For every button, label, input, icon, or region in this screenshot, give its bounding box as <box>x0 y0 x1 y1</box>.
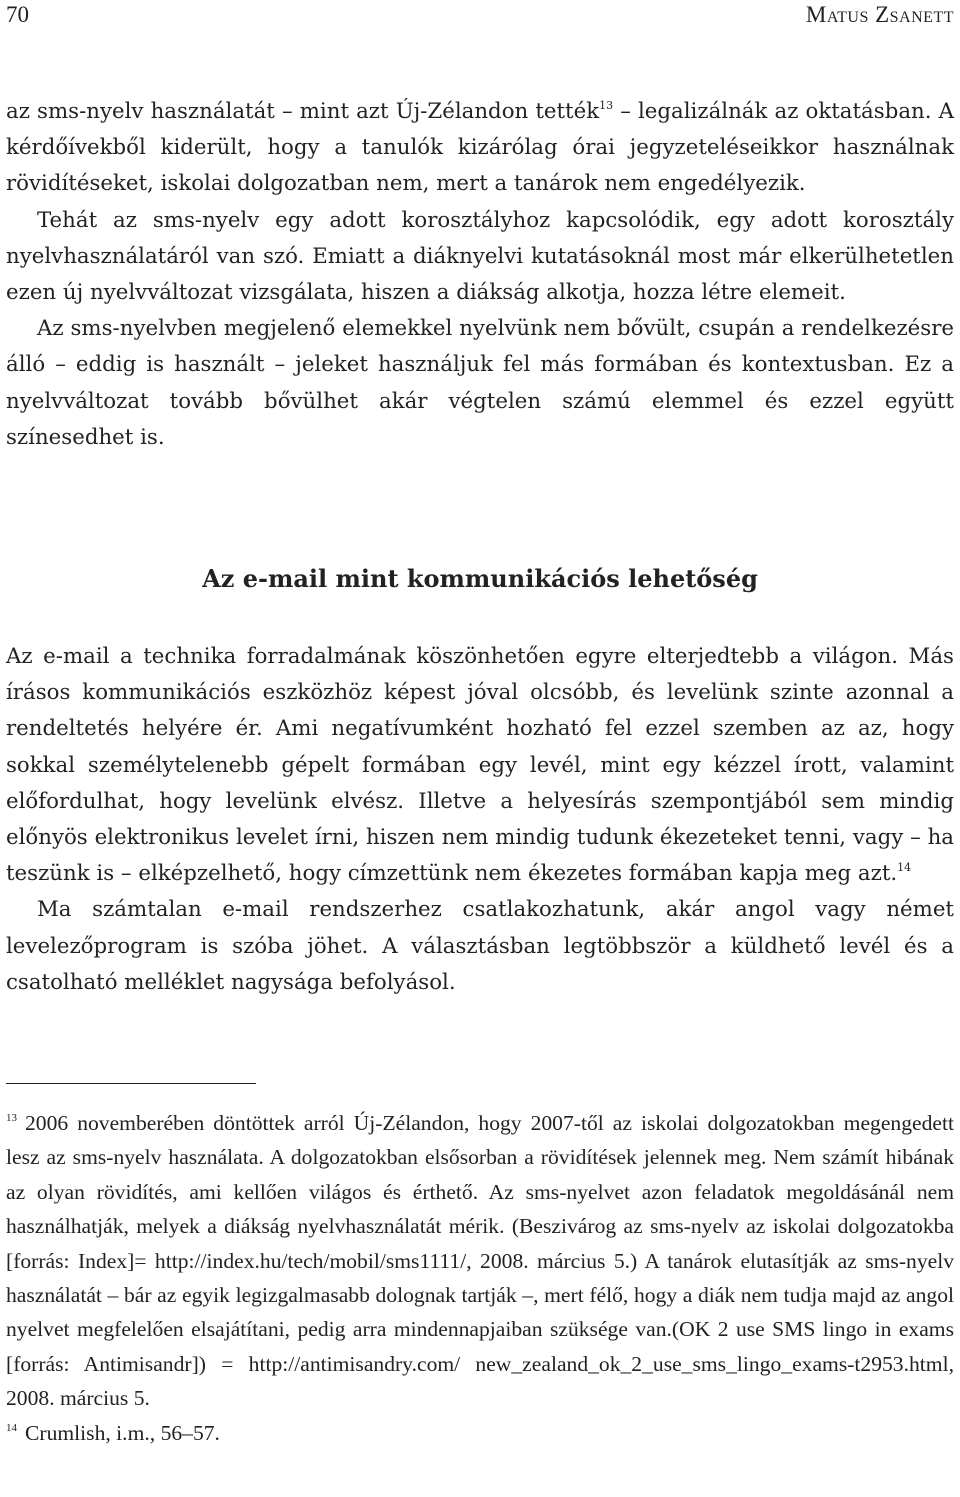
paragraph: Ma számtalan e-mail rendszerhez csatlakozhatunk, akár angol vagy német levelezőprogram is szóba jöhet. A választásban legtöbbször a küldhető levél és a csatolható melléklet nagysága befolyásol. <box>6 897 954 995</box>
page-header <box>0 0 960 40</box>
footnote-text: Crumlish, i.m., 56–57. <box>25 1420 220 1445</box>
footnote-text: 2006 novemberében döntöttek arról Új-Zélandon, hogy 2007-től az iskolai dolgozatokban megengedett lesz az sms-nyelv használata. A dolgozatokban elsősorban a rövidítések jelennek meg. Nem számít hibának az olyan rövidítés, ami kellően világos és érthető. Az sms-nyelvet azon feladatok megoldásánál nem használhatják, melyek a diákság nyelvhasználatát mérik. (Beszivárog az sms-nyelv az iskolai dolgozatokba [forrás: Index]= http://index.hu/tech/mobil/sms1111/, 2008. március 5.) A tanárok elutasítják az sms-nyelv használatát – bár az egyik legizgalmasabb dolognak tartják –, mert félő, hogy a diák nem tudja majd az angol nyelvet megfelelően elsajátítani, pedig arra mindennapjaiban szüksége van.(OK 2 use SMS lingo in exams [forrás: Antimisandr]) = http://antimisandry.com/ new_zealand_ok_2_use_sms_lingo_exams-t2953.html, 2008. március 5. <box>6 1111 954 1411</box>
paragraph-text: Az e-mail a technika forradalmának köszönhetően egyre elterjedtebb a világon. Más írásos kommunikációs eszközhöz képest jóval olcsóbb, és levelünk szinte azonnal a rendeltetés helyére ér. Ami negatívumként hozható fel ezzel szemben az az, hogy sokkal személytelenebb gépelt formában egy levél, mint egy kézzel írott, valamint előfordulhat, hogy levelünk elvész. Illetve a helyesírás szempontjából sem mindig előnyös elektronikus levelet írni, hiszen nem mindig tudunk ékezeteket tenni, vagy – ha teszünk is – elképzelhető, hogy címzettünk nem ékezetes formában kapja meg azt. <box>6 644 954 887</box>
footnote <box>6 1416 954 1450</box>
footnote-reference: 13 <box>599 99 614 112</box>
footnote <box>6 1106 954 1416</box>
body-text <box>6 94 954 456</box>
paragraph-text: az sms-nyelv használatát – mint azt Új-Zélandon tették <box>6 99 600 124</box>
footnote-number: 13 <box>6 1112 17 1124</box>
footnote-number: 14 <box>6 1421 17 1434</box>
section-heading: Az e-mail mint kommunikációs lehetőség <box>202 564 758 593</box>
paragraph: Az sms-nyelvben megjelenő elemekkel nyelvünk nem bővült, csupán a rendelkezésre álló – eddig is használt – jeleket használjuk fel más formában és kontextusban. Ez a nyelvváltozat tovább bővülhet akár végtelen számú elemmel és ezzel együtt színesedhet is. <box>6 316 954 450</box>
footnotes <box>6 1106 954 1450</box>
paragraph <box>6 94 954 203</box>
section-body <box>6 639 954 1001</box>
footnote-reference: 14 <box>897 861 912 875</box>
paragraph-text: – legalizálnák az oktatásban. A kérdőívekből kiderült, hogy a tanulók kizárólag órai jegyzeteléseikkor használnak rövidítéseket, iskolai dolgozatban nem, mert a tanárok nem engedélyezik. <box>6 99 954 197</box>
running-head: Matus Zsanett <box>805 2 954 27</box>
paragraph <box>6 639 954 892</box>
footnote-divider <box>6 1083 256 1084</box>
paragraph: Tehát az sms-nyelv egy adott korosztályhoz kapcsolódik, egy adott korosztály nyelvhasználatáról van szó. Emiatt a diáknyelvi kutatásoknál most már elkerülhetetlen ezen új nyelvváltozat vizsgálata, hiszen a diákság alkotja, hozza létre elemeit. <box>6 207 954 306</box>
page-number: 70 <box>6 2 29 27</box>
